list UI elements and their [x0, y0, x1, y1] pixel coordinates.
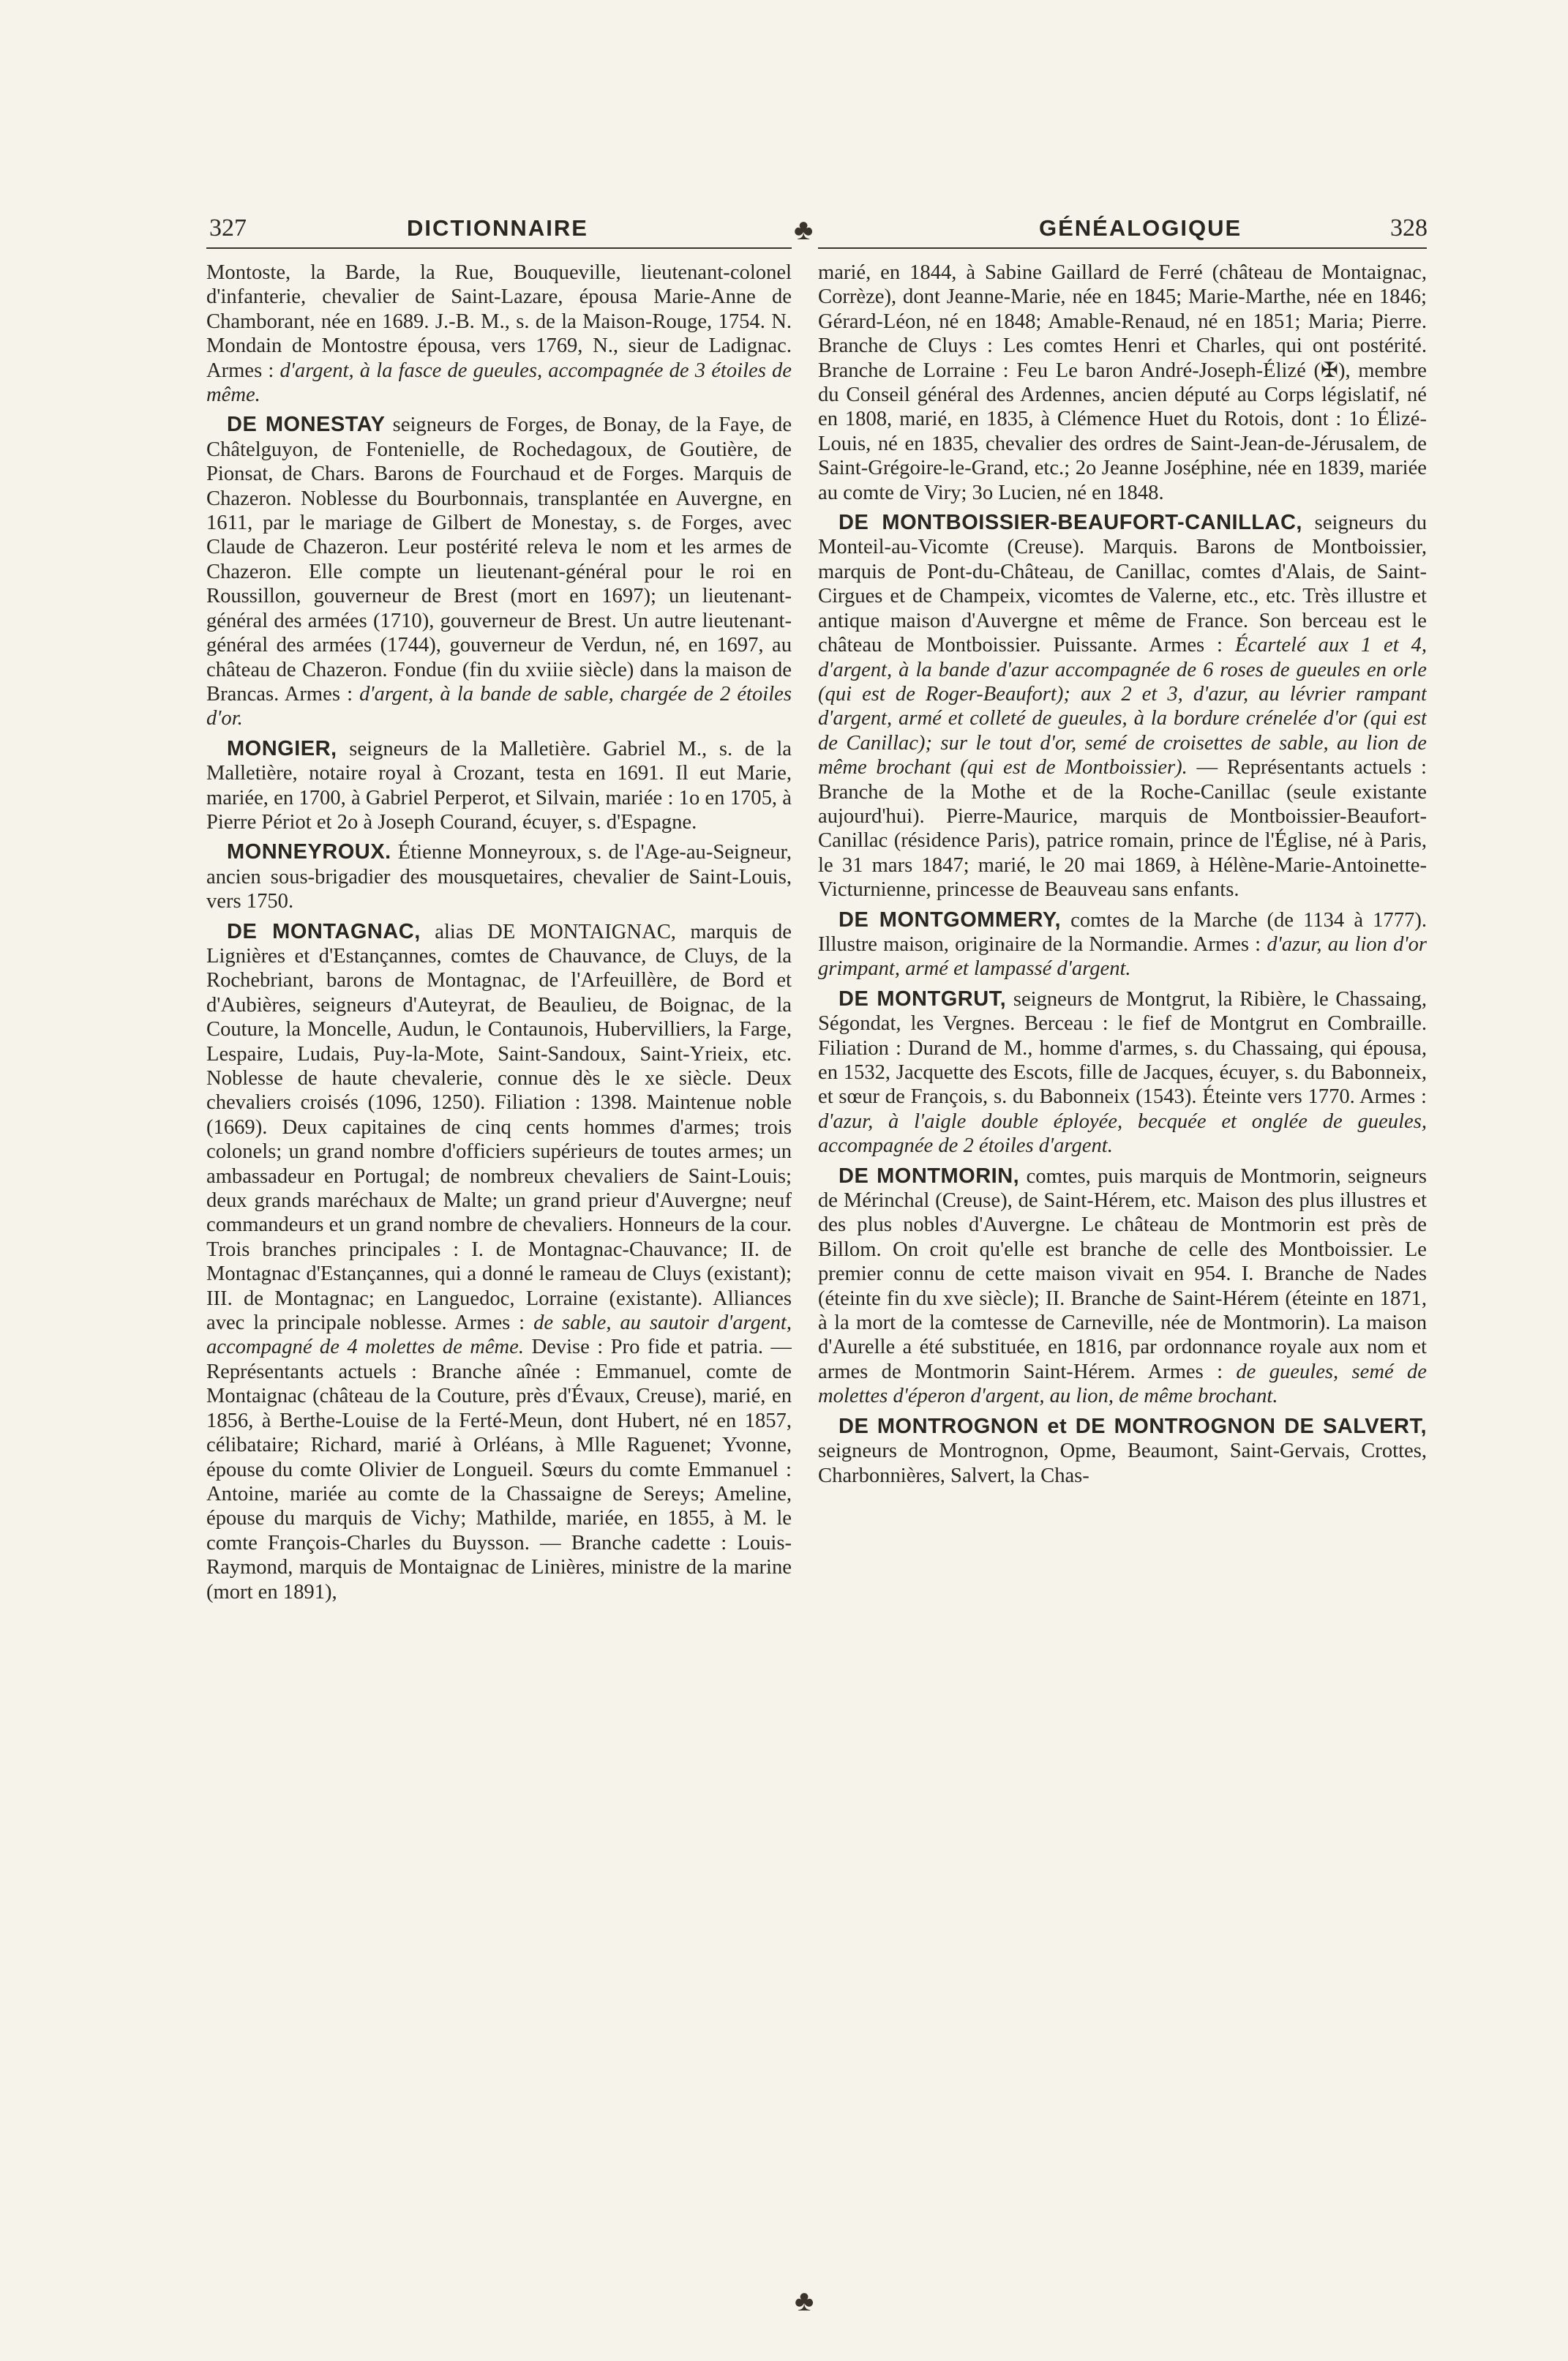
header-rule-left: [206, 247, 792, 249]
dictionary-entry: [818, 1415, 1427, 1488]
entry-text: comtes de la Marche (de 1134 à 1777). Illustre maison, originaire de la Normandie. Armes :: [818, 908, 1427, 956]
entry-blazon: d'azur, à l'aigle double éployée, becquée et onglée de gueules, accompagnée de 2 étoiles d'argent.: [818, 1110, 1427, 1158]
dictionary-entry: [206, 920, 792, 1604]
fleuron-ornament-icon: ♣: [794, 213, 814, 246]
entry-text: alias DE MONTAIGNAC, marquis de Lignières et d'Estançannes, comtes de Chauvance, de Cluys, de la Rochebriant, barons de Montagnac, de l'Arfeuillère, de Bord et d'Aubières, seigneurs d'Auteyrat, de Beaulieu, de Boignac, de la Couture, la Moncelle, Audun, le Contaunois, Hubervilliers, la Farge, Lespaire, Ludais, Puy-la-Mote, Saint-Sandoux, Saint-Yrieix, etc. Noblesse de haute chevalerie, connue dès le xe siècle. Deux chevaliers croisés (1096, 1250). Filiation : 1398. Maintenue noble (1669). Deux capitaines de cinq cents hommes d'armes; trois colonels; un grand nombre d'officiers supérieurs de toutes armes; un ambassadeur en Portugal; de nombreux chevaliers de Saint-Louis; deux grands maréchaux de Malte; un grand prieur d'Auvergne; neuf commandeurs et un grand nombre de chevaliers. Honneurs de la cour. Trois branches principales : I. de Montagnac-Chauvance; II. de Montagnac d'Estançannes, qui a donné le rameau de Cluys (existant); III. de Montagnac; en Languedoc, Lorraine (existante). Alliances avec la principale noblesse. Armes :: [206, 920, 792, 1335]
dictionary-entry: [818, 261, 1427, 505]
entry-headword: DE MONTGRUT,: [839, 987, 1007, 1011]
entry-blazon: d'argent, à la bande de sable, chargée de 2 étoiles d'or.: [206, 682, 792, 730]
entry-headword: DE MONTGOMMERY,: [839, 908, 1061, 932]
right-running-title: GÉNÉALOGIQUE: [1039, 215, 1242, 241]
dictionary-entry: [818, 1164, 1427, 1409]
entry-headword: DE MONTAGNAC,: [227, 919, 421, 943]
entry-blazon: Écartelé aux 1 et 4, d'argent, à la bande d'azur accompagnée de 6 roses de gueules en orle (qui est de Roger-Beaufort); aux 2 et 3, d'azur, au lévrier rampant d'argent, armé et colleté de gueules, à la bordure crénelée d'or (qui est de Canillac); sur le tout d'or, semé de croisettes de sable, au lion de même brochant (qui est de Montboissier).: [818, 634, 1427, 779]
entry-headword: MONGIER,: [227, 736, 337, 760]
entry-text-continued: Devise : Pro fide et patria. — Représentants actuels : Branche aînée : Emmanuel, comte de Montaignac (château de la Couture, près d'Évaux, Creuse), marié, en 1856, à Berthe-Louise de la Ferté-Meun, dont Hubert, né en 1857, célibataire; Richard, marié à Orléans, à Mlle Raguenet; Yvonne, épouse du comte Olivier de Longueil. Sœurs du comte Emmanuel : Antoine, mariée au comte de la Chassaigne de Sereys; Ameline, épouse du marquis de Vichy; Mathilde, mariée, en 1855, à M. le comte François-Charles du Buysson. — Branche cadette : Louis-Raymond, marquis de Montaignac de Linières, ministre de la marine (mort en 1891),: [206, 1336, 792, 1604]
entry-headword: DE MONTMORIN,: [839, 1164, 1020, 1188]
header-rule-right: [818, 247, 1427, 249]
entry-text: seigneurs du Monteil-au-Vicomte (Creuse). Marquis. Barons de Montboissier, marquis de Pont-du-Château, de Canillac, comtes d'Alais, de Saint-Cirgues et de Champeix, vicomtes de Valerne, etc., etc. Très illustre et antique maison d'Auvergne et même de France. Son berceau est le château de Montboissier. Puissante. Armes :: [818, 512, 1427, 657]
left-page-number: 327: [209, 214, 247, 242]
entry-text: Étienne Monneyroux, s. de l'Age-au-Seigneur, ancien sous-brigadier des mousquetaires, chevalier de Saint-Louis, vers 1750.: [206, 841, 792, 913]
dictionary-entry: [818, 511, 1427, 902]
dictionary-entry: [206, 840, 792, 913]
entry-blazon: de sable, au sautoir d'argent, accompagné de 4 molettes de même.: [206, 1312, 792, 1359]
fleuron-ornament-bottom-icon: ♣: [795, 2284, 814, 2317]
entry-text-continued: — Représentants actuels : Branche de la Mothe et de la Roche-Canillac (seule existante aujourd'hui). Pierre-Maurice, marquis de Montboissier-Beaufort-Canillac (résidence Paris), patrice romain, prince de l'Église, né à Paris, le 31 mars 1847; marié, le 20 mai 1869, à Hélène-Marie-Antoinette-Victurnienne, princesse de Beauveau sans enfants.: [818, 756, 1427, 902]
left-running-title: DICTIONNAIRE: [407, 215, 588, 241]
entry-text: seigneurs de Forges, de Bonay, de la Faye, de Châtelguyon, de Fontenielle, de Rochedagoux, de Goutière, de Pionsat, de Chars. Barons de Fourchaud et de Forges. Marquis de Chazeron. Noblesse du Bourbonnais, transplantée en Auvergne, en 1611, par le mariage de Gilbert de Monestay, s. de Forges, avec Claude de Chazeron. Leur postérité releva le nom et les armes de Chazeron. Elle compte un lieutenant-général pour le roi en Roussillon, gouverneur de Brest (mort en 1697); un lieutenant-général des armées (1710), gouverneur de Brest. Un autre lieutenant-général des armées (1744), gouverneur de Verdun, né, en 1697, au château de Chazeron. Fondue (fin du xviiie siècle) dans la maison de Brancas. Armes :: [206, 414, 792, 706]
entry-text: seigneurs de la Malletière. Gabriel M., s. de la Malletière, notaire royal à Crozant, testa en 1691. Il eut Marie, mariée, en 1700, à Gabriel Perperot, et Silvain, mariée : 1o en 1705, à Pierre Périot et 2o à Joseph Courand, écuyer, s. d'Espagne.: [206, 737, 792, 834]
entry-text: marié, en 1844, à Sabine Gaillard de Ferré (château de Montaignac, Corrèze), dont Jeanne-Marie, née en 1845; Marie-Marthe, née en 1846; Gérard-Léon, né en 1848; Amable-Renaud, né en 1851; Maria; Pierre. Branche de Cluys : Les comtes Henri et Charles, qui ont postérité. Branche de Lorraine : Feu Le baron André-Joseph-Élizé (✠), membre du Conseil général des Ardennes, ancien député au Corps législatif, né en 1808, marié, en 1835, à Clémence Huet du Rotois, dont : 1o Élizé-Louis, né en 1835, chevalier des ordres de Saint-Jean-de-Jérusalem, de Saint-Grégoire-le-Grand, etc.; 2o Jeanne Joséphine, née en 1839, mariée au comte de Viry; 3o Lucien, né en 1848.: [818, 261, 1427, 504]
entry-headword: DE MONESTAY: [227, 413, 386, 437]
entry-headword: DE MONTBOISSIER-BEAUFORT-CANILLAC,: [839, 511, 1302, 535]
entry-text: Montoste, la Barde, la Rue, Bouqueville, lieutenant-colonel d'infanterie, chevalier de Saint-Lazare, épousa Marie-Anne de Chamborant, née en 1689. J.-B. M., s. de la Maison-Rouge, 1754. N. Mondain de Montostre épousa, vers 1769, N., sieur de Ladignac. Armes :: [206, 261, 792, 382]
entry-headword: DE MONTROGNON et DE MONTROGNON DE SALVERT,: [839, 1414, 1427, 1438]
entry-blazon: de gueules, semé de molettes d'éperon d'argent, au lion, de même brochant.: [818, 1360, 1427, 1408]
dictionary-entry: [206, 737, 792, 835]
entry-blazon: d'argent, à la fasce de gueules, accompagnée de 3 étoiles de même.: [206, 359, 792, 407]
dictionary-entry: [818, 987, 1427, 1159]
right-text-column: [818, 261, 1427, 2346]
left-text-column: [206, 261, 792, 2346]
dictionary-entry: [206, 413, 792, 730]
right-page-number: 328: [1390, 214, 1428, 242]
entry-headword: MONNEYROUX.: [227, 840, 391, 864]
dictionary-entry: [818, 908, 1427, 981]
entry-text: comtes, puis marquis de Montmorin, seigneurs de Mérinchal (Creuse), de Saint-Hérem, etc. Maison des plus illustres et des plus nobles d'Auvergne. Le château de Montmorin est près de Billom. On croit qu'elle est branche de celle des Montboissier. Le premier connu de cette maison vivait en 954. I. Branche de Nades (éteinte fin du xve siècle); II. Branche de Saint-Hérem (éteinte en 1871, à la mort de la comtesse de Carneville, née de Montmorin). La maison d'Aurelle a été substituée, en 1816, par ordonnance royale aux nom et armes de Montmorin Saint-Hérem. Armes :: [818, 1164, 1427, 1383]
entry-blazon: d'azur, au lion d'or grimpant, armé et lampassé d'argent.: [818, 932, 1427, 981]
entry-text: seigneurs de Montrognon, Opme, Beaumont, Saint-Gervais, Crottes, Charbonnières, Salvert, la Chas-: [818, 1440, 1427, 1487]
dictionary-entry: [206, 261, 792, 407]
entry-text: seigneurs de Montgrut, la Ribière, le Chassaing, Ségondat, les Vergnes. Berceau : le fief de Montgrut en Combraille. Filiation : Durand de M., homme d'armes, s. du Chassaing, qui épousa, en 1532, Jacquette des Escots, fille de Jacques, écuyer, s. du Babonneix, et sœur de François, s. du Babonneix (1543). Éteinte vers 1770. Armes :: [818, 987, 1427, 1109]
